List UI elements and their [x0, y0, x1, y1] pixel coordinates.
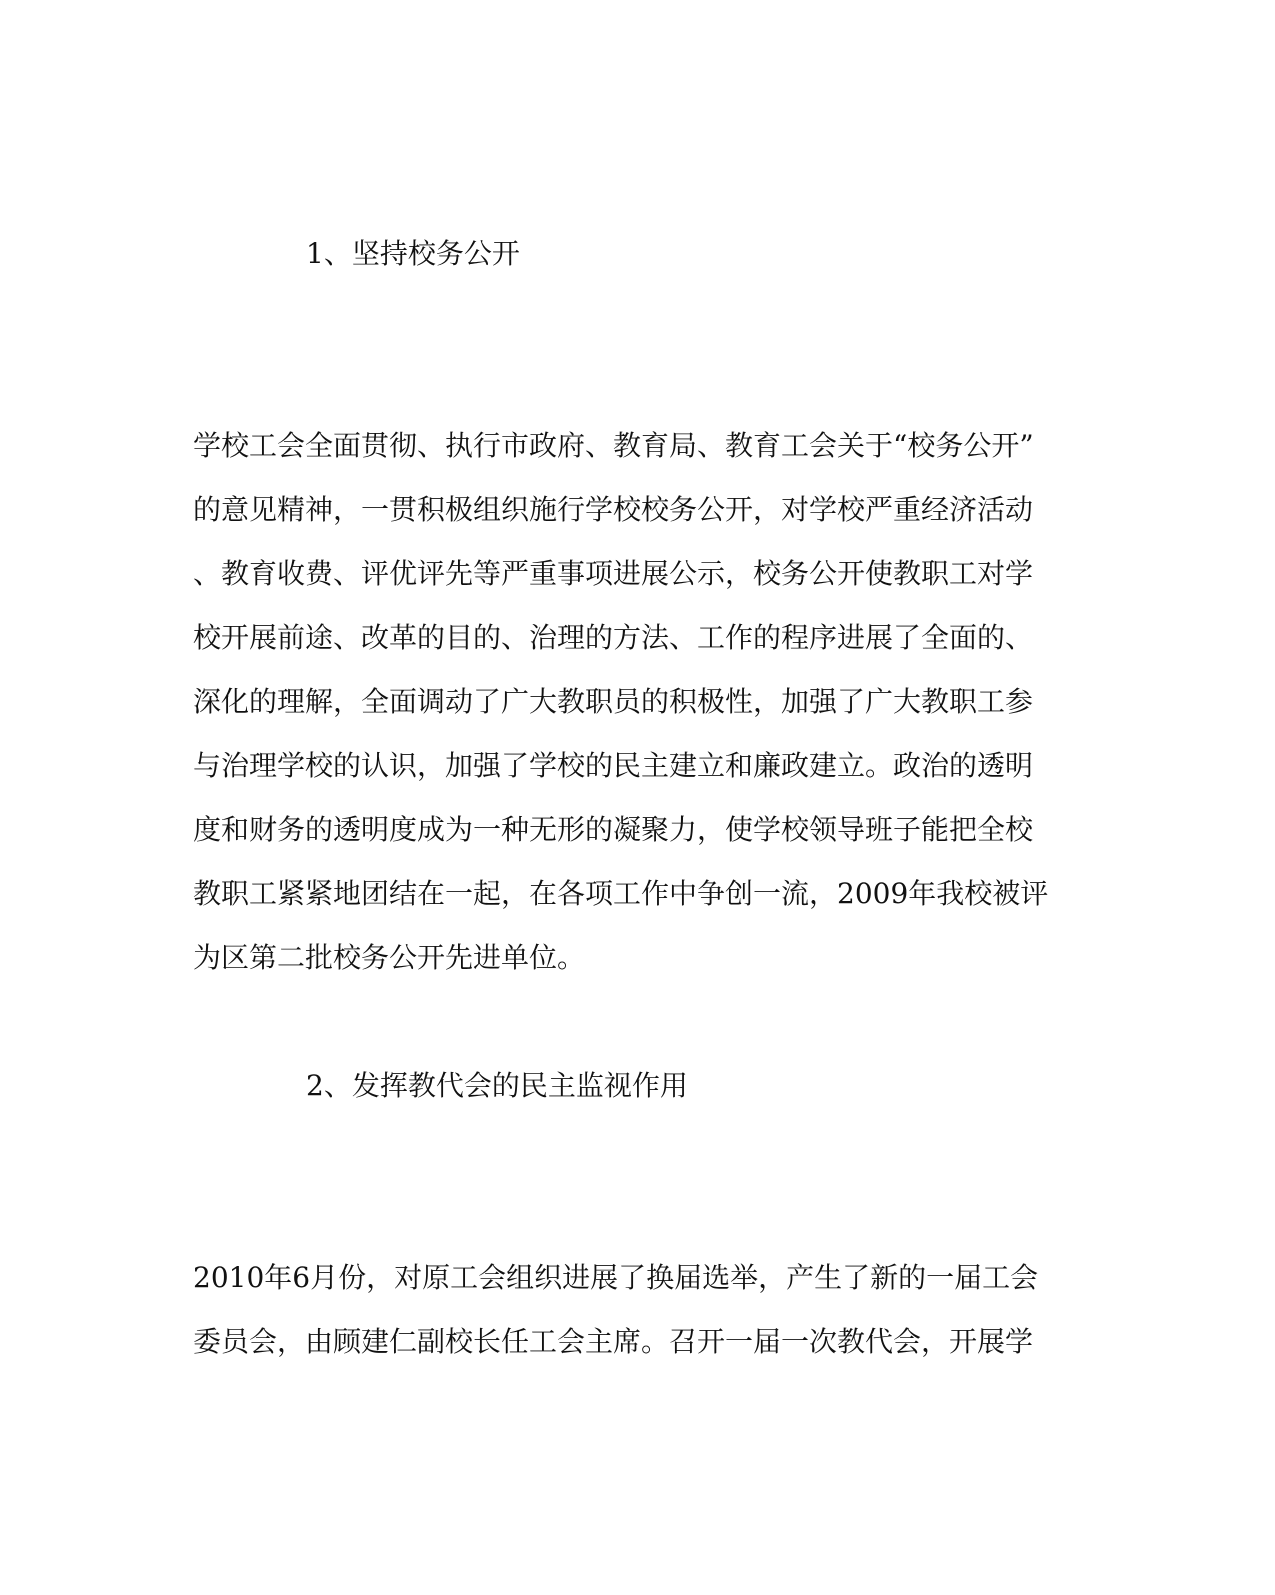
paragraph-line: 为区第二批校务公开先进单位。 [193, 941, 586, 974]
paragraph-line: 2010年6月份，对原工会组织进展了换届选举，产生了新的一届工会 [193, 1261, 1039, 1294]
paragraph-line: 校开展前途、改革的目的、治理的方法、工作的程序进展了全面的、 [193, 621, 1034, 654]
section-2-heading: 2、发挥教代会的民主监视作用 [306, 1069, 688, 1102]
section-1-heading: 1、坚持校务公开 [306, 237, 520, 270]
paragraph-line: 的意见精神，一贯积极组织施行学校校务公开，对学校严重经济活动 [193, 493, 1034, 526]
paragraph-line: 委员会，由顾建仁副校长任工会主席。召开一届一次教代会，开展学 [193, 1325, 1034, 1358]
paragraph-line: 教职工紧紧地团结在一起，在各项工作中争创一流，2009年我校被评 [193, 877, 1049, 910]
paragraph-line: 与治理学校的认识，加强了学校的民主建立和廉政建立。政治的透明 [193, 749, 1034, 782]
paragraph-line: 学校工会全面贯彻、执行市政府、教育局、教育工会关于“校务公开” [193, 429, 1034, 462]
paragraph-line: 深化的理解，全面调动了广大教职员的积极性，加强了广大教职工参 [193, 685, 1034, 718]
paragraph-line: 度和财务的透明度成为一种无形的凝聚力，使学校领导班子能把全校 [193, 813, 1034, 846]
paragraph-line: 、教育收费、评优评先等严重事项进展公示，校务公开使教职工对学 [193, 557, 1034, 590]
